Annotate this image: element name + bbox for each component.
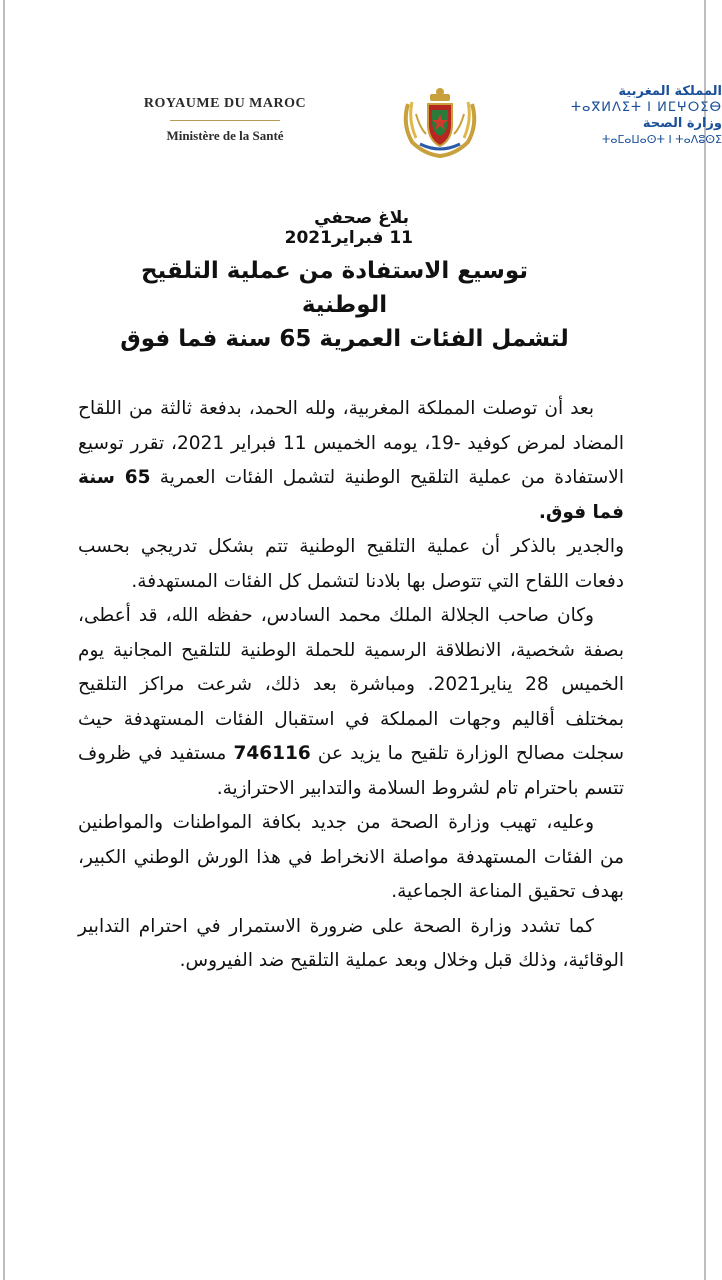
ministry-name-tifinagh: ⵜⴰⵎⴰⵡⴰⵙⵜ ⵏ ⵜⴰⴷⵓⵙⵉ (601, 133, 722, 146)
press-release-label: بلاغ صحفي (314, 208, 409, 228)
paragraph-1-end: . (538, 501, 546, 523)
paragraph-3-end: مستفيد في ظروف تتسم باحترام تام لشروط السلامة والتدابير الاحترازية. (78, 743, 624, 799)
headline (80, 254, 609, 356)
release-date: 11 فبراير2021 (284, 228, 413, 248)
headline-line-2: الوطنية (301, 292, 388, 318)
page-edge-left (3, 0, 5, 1280)
ministry-name-fr: Ministère de la Santé (166, 128, 284, 143)
paragraph-1-bold: 65 سنة فما فوق (78, 467, 624, 523)
paragraph-4-text: وعليه، تهيب وزارة الصحة من جديد بكافة المواطنات والمواطنين من الفئات المستهدفة مواصلة الانخراط في هذا الورش الوطني الكبير، بهدف تحقيق المناعة الجماعية. (78, 812, 624, 902)
headline-line-1: توسيع الاستفادة من عملية التلقيح (140, 258, 528, 284)
paragraph-4 (78, 806, 624, 910)
page-edge-right (704, 0, 706, 1280)
ministry-name-ar: وزارة الصحة (642, 116, 722, 131)
paragraph-2-text: والجدير بالذكر أن عملية التلقيح الوطنية تتم بشكل تدريجي بحسب دفعات اللقاح التي تتوصل بها بلادنا لتشمل كل الفئات المستهدفة. (78, 536, 624, 592)
paragraph-2 (78, 530, 624, 599)
header-french (120, 96, 330, 144)
paragraph-1 (78, 392, 624, 530)
paragraph-3-text: وكان صاحب الجلالة الملك محمد السادس، حفظه الله، قد أعطى، بصفة شخصية، الانطلاقة الرسمية للحملة الوطنية للتلقيح المجانية يوم الخميس 28 يناير2021. ومباشرة بعد ذلك، شرعت مراكز التلقيح بمختلف أقاليم وجهات المملكة في استقبال الفئات المستهدفة حيث سجلت مصالح الوزارة تلقيح ما يزيد عن (78, 605, 624, 764)
kingdom-name-tifinagh: ⵜⴰⴳⵍⴷⵉⵜ ⵏ ⵍⵎⵖⵔⵉⴱ (570, 100, 722, 115)
header-arabic (572, 84, 722, 148)
press-release-body (78, 392, 624, 979)
paragraph-3 (78, 599, 624, 806)
paragraph-1-text: بعد أن توصلت المملكة المغربية، ولله الحمد، بدفعة ثالثة من اللقاح المضاد لمرض كوفيد -19، يومه الخميس 11 فبراير 2021، تقرر توسيع الاستفادة من عملية التلقيح الوطنية لتشمل الفئات العمرية (78, 398, 624, 488)
paragraph-5 (78, 910, 624, 979)
headline-line-3: لتشمل الفئات العمرية 65 سنة فما فوق (120, 326, 569, 352)
paragraph-3-bold: 746116 (233, 743, 311, 764)
paragraph-5-text: كما تشدد وزارة الصحة على ضرورة الاستمرار في احترام التدابير الوقائية، وذلك قبل وخلال وبعد عملية التلقيح ضد الفيروس. (78, 915, 624, 971)
kingdom-name-fr: ROYAUME DU MAROC (143, 96, 307, 111)
royal-coat-of-arms-icon (398, 84, 482, 160)
header-divider (170, 120, 280, 121)
kingdom-name-ar: المملكة المغربية (618, 84, 722, 99)
title-block (80, 208, 609, 356)
